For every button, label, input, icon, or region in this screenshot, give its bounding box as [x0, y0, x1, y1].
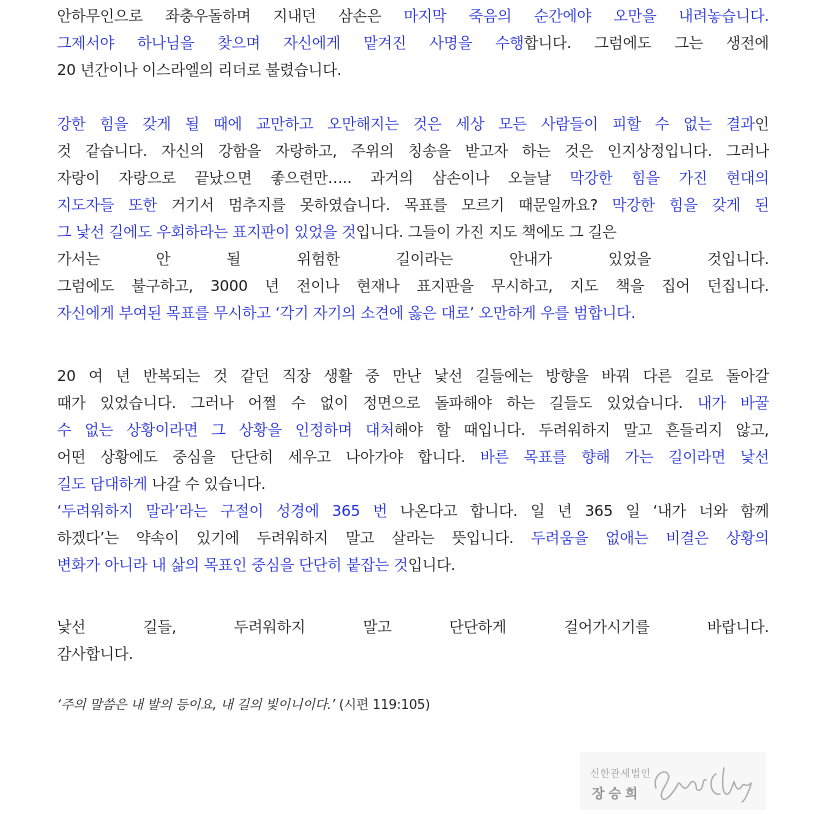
paragraph-4-line: [57, 641, 769, 668]
signature-stamp: [580, 752, 766, 810]
paragraph-2-line: [57, 300, 769, 327]
paragraph-2-line: [57, 165, 769, 192]
paragraph-1-line: [57, 57, 769, 84]
paragraph-3-line: [57, 525, 769, 552]
body-text: 인: [754, 115, 769, 133]
body-text: 어떤 상황에도 중심을 단단히 세우고 나아가야 합니다.: [57, 448, 481, 466]
emphasis-text: 수 없는 상황이라면 그 상황을 인정하며 대처: [57, 421, 395, 439]
paragraph-3-line: [57, 552, 769, 579]
body-text: 그럼에도 불구하고, 3000 년 전이나 현재나 표지판을 무시하고, 지도 책을 집어 던집니다.: [57, 277, 769, 295]
firm-name: 신한관세법인: [590, 769, 651, 780]
author-name: 장승희: [592, 787, 642, 802]
body-text: 나온다고 합니다. 일 년 365 일 ‘내가 너와 함께: [400, 502, 770, 520]
paragraph-3-line: [57, 417, 769, 444]
body-text: 것 같습니다. 자신의 강함을 자랑하고, 주위의 칭송을 받고자 하는 것은 인지상정입니다. 그러나: [57, 142, 769, 160]
emphasis-text: 지도자들 또한: [57, 196, 172, 214]
emphasis-text: 변화가 아니라 내 삶의 목표인 중심을 단단히 붙잡는 것: [57, 556, 408, 574]
handwritten-signature-icon: [650, 758, 762, 806]
paragraph-2-line: [57, 138, 769, 165]
paragraph-2-line: [57, 273, 769, 300]
body-text: 20 여 년 반복되는 것 같던 직장 생활 중 만난 낯선 길들에는 방향을 바꿔 다른 길로 돌아갈: [57, 367, 769, 385]
emphasis-text: 그 낯선 길에도 우회하라는 표지판이 있었을 것: [57, 223, 356, 241]
body-text: 입니다. 그들이 가진 지도 책에도 그 길은: [355, 223, 617, 241]
paragraph-2-line: [57, 192, 769, 219]
body-text: 20 년간이나 이스라엘의 리더로 불렸습니다.: [57, 61, 342, 79]
emphasis-text: 두려움을 없애는 비결은 상황의: [530, 529, 769, 547]
body-text: 자랑이 자랑으로 끝났으면 좋으련만….. 과거의 삼손이나 오늘날: [57, 169, 570, 187]
emphasis-text: 강한 힘을 갖게 될 때에 교만하고 오만해지는 것은 세상 모든 사람들이 피할 수 없는 결과: [57, 115, 755, 133]
paragraph-1-line: [57, 30, 769, 57]
body-text: 합니다. 그럼에도 그는 생전에: [523, 34, 769, 52]
paragraph-3-line: [57, 498, 769, 525]
body-text: 하겠다’는 약속이 있기에 두려워하지 말고 살라는 뜻입니다.: [57, 529, 531, 547]
paragraph-3-line: [57, 444, 769, 471]
quote-text: ‘주의 말씀은 내 발의 등이요, 내 길의 빛이니이다.’: [57, 698, 336, 713]
body-text: 때가 있었습니다. 그러나 어쩔 수 없이 정면으로 돌파해야 하는 길들도 있었습니다.: [57, 394, 698, 412]
emphasis-text: 바른 목표를 향해 가는 길이라면 낯선: [480, 448, 769, 466]
paragraph-3-line: [57, 471, 769, 498]
body-text: 낯선 길들, 두려워하지 말고 단단하게 걸어가시기를 바랍니다.: [57, 618, 769, 636]
emphasis-text: 막강한 힘을 갖게 된: [611, 196, 769, 214]
body-text: 거기서 멈추지를 못하였습니다. 목표를 모르기 때문일까요?: [171, 196, 612, 214]
paragraph-3-line: [57, 363, 769, 390]
paragraph-2-line: [57, 246, 769, 273]
emphasis-text: 자신에게 부여된 목표를 무시하고 ‘각기 자기의 소견에 옳은 대로’ 오만하게 우를 범합니다.: [57, 304, 636, 322]
body-text: 감사합니다.: [57, 645, 134, 663]
body-text: 안하무인으로 좌충우돌하며 지내던 삼손은: [57, 7, 404, 25]
emphasis-text: 막강한 힘을 가진 현대의: [569, 169, 769, 187]
paragraph-2-line: [57, 111, 769, 138]
emphasis-text: 그제서야 하나님을 찾으며 자신에게 맡겨진 사명을 수행: [57, 34, 524, 52]
body-text: 나갈 수 있습니다.: [151, 475, 266, 493]
emphasis-text: 마지막 죽음의 순간에야 오만을 내려놓습니다.: [403, 7, 770, 25]
quote-reference: (시편 119:105): [335, 698, 430, 713]
emphasis-text: 길도 담대하게: [57, 475, 152, 493]
body-text: 입니다.: [407, 556, 456, 574]
paragraph-2-line: [57, 219, 769, 246]
emphasis-text: ‘두려워하지 말라’라는 구절이 성경에 365 번: [57, 502, 401, 520]
emphasis-text: 내가 바꿀: [697, 394, 769, 412]
body-text: 가서는 안 될 위험한 길이라는 안내가 있었을 것입니다.: [57, 250, 769, 268]
body-text: 해야 할 때입니다. 두려워하지 말고 흔들리지 않고,: [394, 421, 769, 439]
paragraph-3-line: [57, 390, 769, 417]
scripture-quote: [57, 692, 430, 719]
paragraph-4-line: [57, 614, 769, 641]
paragraph-1-line: [57, 3, 769, 30]
